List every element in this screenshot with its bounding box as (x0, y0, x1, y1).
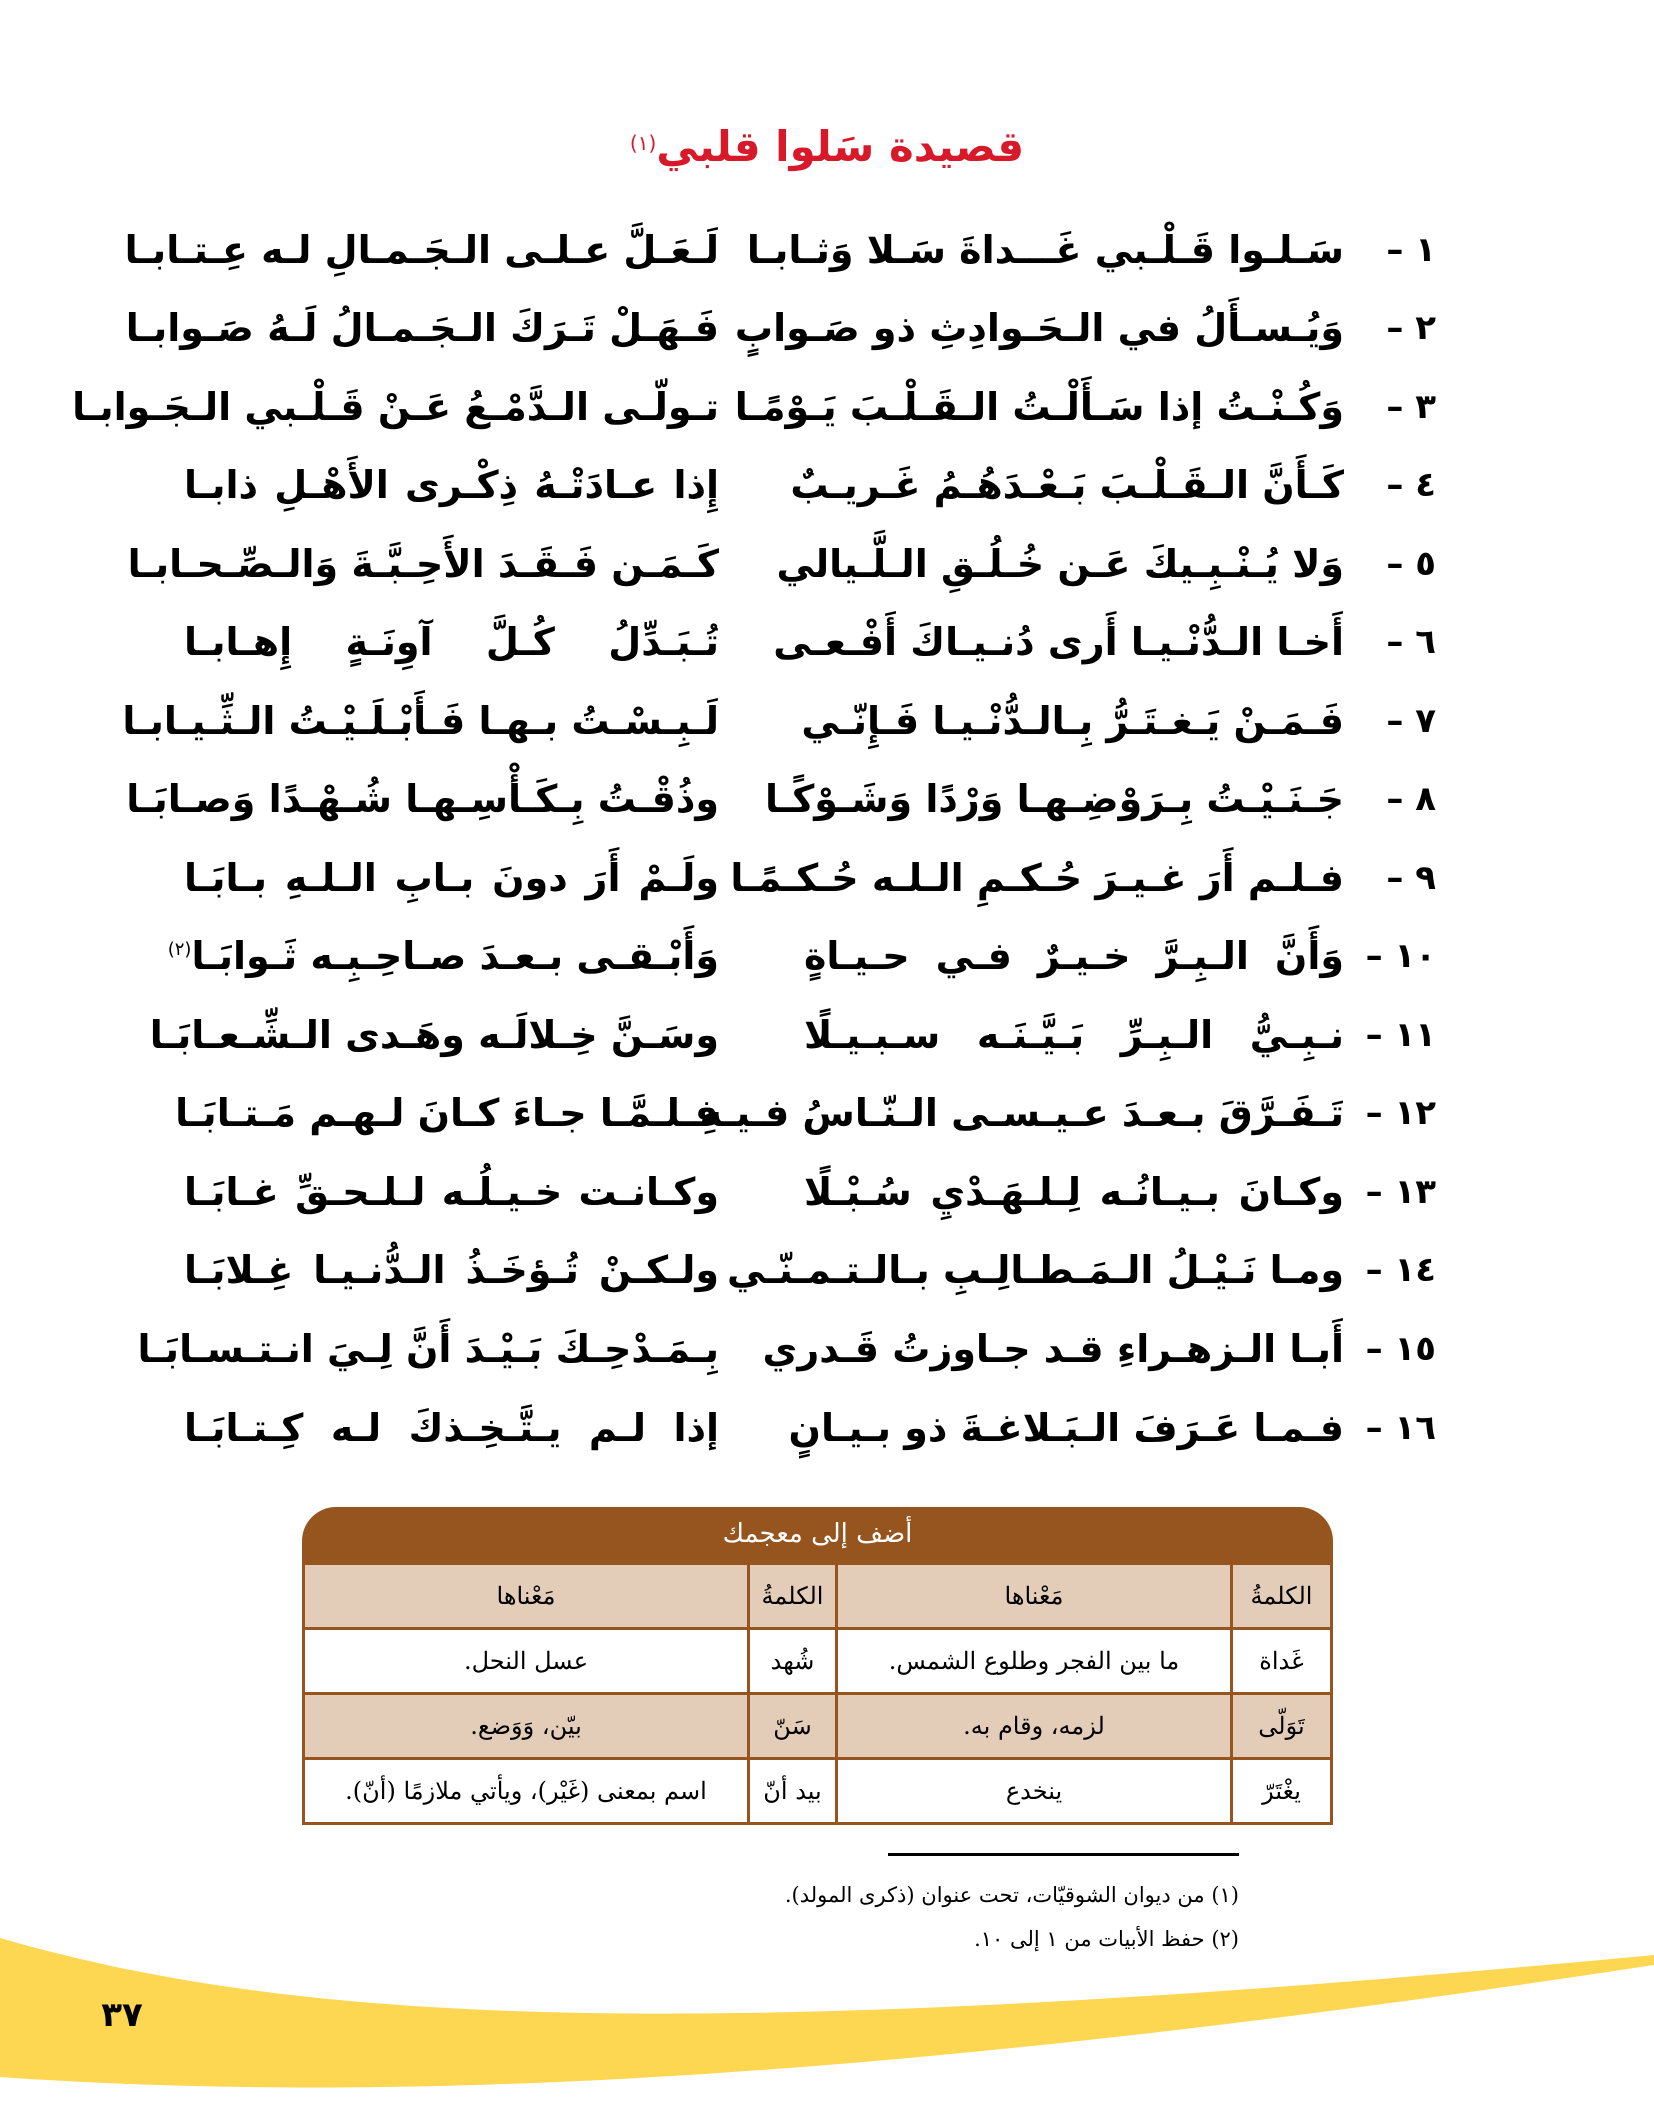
verse-second-hemistich (167, 917, 719, 995)
verse-first-hemistich: فَـمَـنْ يَـغـتَـرُّ بِـالـدُّنْـيـا فَـإِنّـي (801, 699, 1344, 743)
verse-second-hemistich: فـلـمَّـا جـاءَ كـانَ لـهـم مَـتـابَـا (175, 1091, 719, 1135)
verse-first-hemistich: وَكُـنْـتُ إذا سَـأَلْـتُ الـقَـلْـبَ يَـوْمًـا (734, 385, 1344, 429)
verse-row (0, 760, 1654, 838)
vocab-word: سَنّ (749, 1694, 837, 1759)
verse-number: ١٥ – (1365, 1329, 1436, 1369)
verse-first-hemistich: سَـلـوا قَـلْـبي غَـــداةَ سَـلا وَثـابـا (746, 228, 1344, 272)
verse-first-hemistich: كَـأَنَّ الـقَـلْـبَ بَـعْـدَهُـمُ غَـريـبٌ (790, 463, 1344, 507)
verse-row (0, 1231, 1654, 1309)
verse-number: ٨ – (1386, 779, 1436, 819)
verse-first-hemistich: فـلـم أَرَ غـيـرَ حُـكـمِ الـلـه حُـكـمًـا (730, 856, 1344, 900)
column-header-word: الكلمةُ (1232, 1564, 1332, 1629)
vocab-word: شُهد (749, 1629, 837, 1694)
verse-first-hemistich: ومـا نَـيْـلُ الـمَـطـالِـبِ بـالـتـمـنّـي (727, 1248, 1344, 1292)
verse-number: ٤ – (1386, 465, 1436, 505)
verse-row (0, 446, 1654, 524)
column-header-word: الكلمةُ (749, 1564, 837, 1629)
verse-second-hemistich: ولَـمْ أَرَ دونَ بـابِ الـلـهِ بـابَـا (184, 856, 719, 900)
verse-second-hemistich: إذا لـم يـتَّـخِـذكَ لـه كِـتـابَـا (184, 1406, 719, 1450)
verse-number: ١٦ – (1365, 1408, 1436, 1448)
vocab-word: غَداة (1232, 1629, 1332, 1694)
table-row (304, 1629, 1332, 1694)
verse-row (0, 603, 1654, 681)
verse-first-hemistich: فـمـا عَـرَفَ الـبَـلاغـةَ ذو بـيـانٍ (788, 1406, 1344, 1450)
verse-second-hemistich: تـولّـى الـدَّمْـعُ عَـنْ قَـلْـبي الـجَـوابـا (72, 385, 719, 429)
verse-number: ١٠ – (1365, 936, 1436, 976)
verse-number: ١١ – (1365, 1015, 1436, 1055)
verse-number: ١٢ – (1365, 1093, 1436, 1133)
table-row (304, 1759, 1332, 1824)
footnote-divider (888, 1853, 1239, 1856)
vocabulary-box (302, 1507, 1333, 1825)
vocabulary-header-row (304, 1564, 1332, 1629)
verse-first-hemistich: نـبِـيُّ الـبِـرِّ بَـيَّـنَـه سـبـيـلًا (804, 1013, 1344, 1057)
yellow-swoosh-decoration (0, 1930, 1654, 2110)
verse-number: ١٣ – (1365, 1172, 1436, 1212)
vocab-meaning: ما بين الفجر وطلوع الشمس. (837, 1629, 1232, 1694)
verse-row (0, 1074, 1654, 1152)
verse-row (0, 996, 1654, 1074)
verse-second-hemistich: كَـمَـن فَـقَـدَ الأَحِـبَّـةَ وَالـصِّـحـابـا (127, 542, 719, 586)
verse-second-hemistich-text: وَأَبْـقـى بـعـدَ صـاحِـبِـه ثَـوابَـا (191, 934, 719, 978)
verse-first-hemistich: وَيُـسـأَلُ في الـحَـوادِثِ ذو صَـوابٍ (734, 306, 1344, 350)
verse-first-hemistich: وكـانَ بـيـانُـه لِـلـهَـدْيِ سُـبْـلًا (804, 1170, 1344, 1214)
vocab-meaning: عسل النحل. (304, 1629, 749, 1694)
verse-row (0, 1153, 1654, 1231)
verse-number: ٣ – (1386, 387, 1436, 427)
verse-row (0, 917, 1654, 995)
verse-number: ٦ – (1386, 622, 1436, 662)
vocabulary-heading: أضف إلى معجمك (302, 1507, 1333, 1562)
verse-row (0, 1389, 1654, 1467)
verse-first-hemistich: وَلا يُـنْـبِـيكَ عَـن خُـلُـقِ الـلَّـيالي (776, 542, 1344, 586)
vocab-meaning: ينخدع (837, 1759, 1232, 1824)
verse-row (0, 839, 1654, 917)
verse-row (0, 368, 1654, 446)
verse-second-hemistich: بِـمَـدْحِـكَ بَـيْـدَ أَنَّ لِـيَ انـتـسـابَـا (137, 1327, 719, 1371)
title-footnote-ref: (١) (629, 131, 657, 155)
verse-row (0, 1310, 1654, 1388)
verse-second-hemistich: وذُقْـتُ بِـكَـأْسِـهـا شُـهْـدًا وَصـابَـا (126, 777, 719, 821)
verse-second-hemistich: فَـهَـلْ تَـرَكَ الـجَـمـالُ لَـهُ صَـوابـا (125, 306, 719, 350)
verse-first-hemistich: أَبـا الـزهـراءِ قـد جـاوزتُ قَـدري (762, 1327, 1344, 1371)
verse-second-hemistich: ولـكـنْ تُـؤخَـذُ الـدُّنـيـا غِـلابَـا (184, 1248, 719, 1292)
verse-second-hemistich: إِذا عـادَتْـهُ ذِكْـرى الأَهْـلِ ذابـا (184, 463, 719, 507)
vocab-word: بيد أنّ (749, 1759, 837, 1824)
verse-second-hemistich: لَـبِـسْـتُ بـهـا فَـأَبْـلَـيْـتُ الـثِّـيـابـا (122, 699, 719, 743)
vocabulary-table (302, 1562, 1333, 1825)
page-number: ٣٧ (101, 1995, 143, 2035)
footnote-1: (١) من ديوان الشوقيّات، تحت عنوان (ذكرى المولد). (784, 1883, 1239, 1907)
verse-row (0, 682, 1654, 760)
vocab-meaning: اسم بمعنى (غَيْر)، ويأتي ملازمًا (أنّ). (304, 1759, 749, 1824)
verse-second-hemistich: وسَـنَّ خِـلالَـه وهَـدى الـشِّـعـابَـا (149, 1013, 719, 1057)
verse-number: ٢ – (1386, 308, 1436, 348)
verse-second-hemistich: لَـعَـلَّ عـلـى الـجَـمـالِ لـه عِـتـابـا (124, 228, 719, 272)
vocab-meaning: بيّن، وَوَضع. (304, 1694, 749, 1759)
verse-footnote-ref: (٢) (167, 939, 192, 960)
vocab-word: تَوَلّى (1232, 1694, 1332, 1759)
verse-number: ١ – (1386, 230, 1436, 270)
vocab-word: يغْتَرّ (1232, 1759, 1332, 1824)
verse-row (0, 289, 1654, 367)
verse-row (0, 211, 1654, 289)
verse-first-hemistich: جَـنَـيْـتُ بِـرَوْضِـهـا وَرْدًا وَشَـوْكًـا (764, 777, 1344, 821)
verse-first-hemistich: وَأَنَّ الـبِـرَّ خـيـرٌ فـي حـيـاةٍ (804, 934, 1344, 978)
column-header-meaning: مَعْناها (304, 1564, 749, 1629)
poem-title-text: قصيدة سَلوا قلبي (656, 122, 1025, 171)
verse-second-hemistich: وكـانـت خـيـلُـه لـلـحـقِّ غـابَـا (184, 1170, 719, 1214)
verse-row (0, 525, 1654, 603)
table-row (304, 1694, 1332, 1759)
verse-first-hemistich: تَـفَـرَّقَ بـعـدَ عـيـسـى الـنّـاسُ فـيـهِ (699, 1091, 1344, 1135)
verse-number: ١٤ – (1365, 1250, 1436, 1290)
verse-number: ٩ – (1386, 858, 1436, 898)
verse-number: ٥ – (1386, 544, 1436, 584)
footnote-2: (٢) حفظ الأبيات من ١ إلى ١٠. (974, 1927, 1239, 1951)
column-header-meaning: مَعْناها (837, 1564, 1232, 1629)
vocab-meaning: لزمه، وقام به. (837, 1694, 1232, 1759)
verse-first-hemistich: أَخـا الـدُّنْـيـا أَرى دُنـيـاكَ أَفْـعـى (773, 620, 1344, 664)
verse-number: ٧ – (1386, 701, 1436, 741)
verse-second-hemistich: تُـبَـدِّلُ كُـلَّ آوِنَـةٍ إِهـابـا (184, 620, 719, 664)
